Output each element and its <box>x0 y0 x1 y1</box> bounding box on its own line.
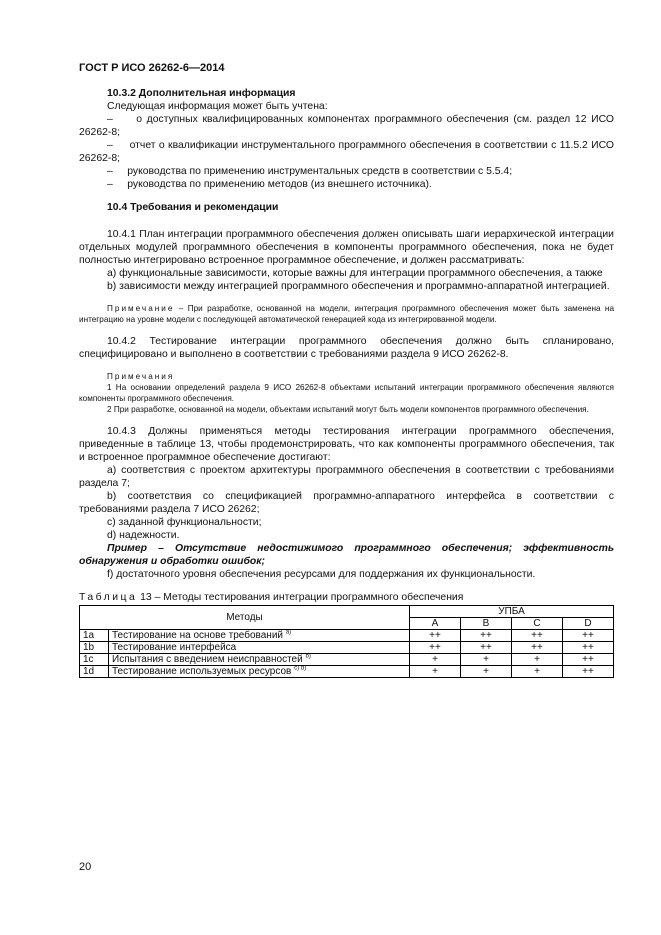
dash-marker: – <box>107 179 113 190</box>
cell-value: ++ <box>461 642 512 654</box>
note-10-4-1 <box>79 303 614 325</box>
dash-marker: – <box>107 166 113 177</box>
cell-value: ++ <box>563 654 614 666</box>
note-10-4-2-1: 1 На основании определений раздела 9 ИСО 26262-8 объектами испытаний интеграции программного обеспечения являются компоненты программного обеспечения. <box>79 383 614 403</box>
cell-value: ++ <box>512 630 563 642</box>
level-header: B <box>461 618 512 630</box>
cell-value: + <box>461 654 512 666</box>
table-row <box>80 630 614 642</box>
cell-value: + <box>410 666 461 678</box>
list-item-text: руководства по применению инструментальных средств в соответствии с 5.5.4; <box>127 166 513 177</box>
cell-value: ++ <box>512 642 563 654</box>
paragraph-10-4-1-b: b) зависимости между интеграцией программного обеспечения и программно-аппаратной интеграцией. <box>107 281 610 292</box>
footnote-ref: b) <box>305 653 311 660</box>
section-10-4-title: 10.4 Требования и рекомендации <box>107 202 279 213</box>
cell-value: + <box>512 666 563 678</box>
list-item-text: отчет о квалификации инструментального программного обеспечения в соответствии с 11.5.2 ИСО 26262-8; <box>79 140 614 164</box>
table-header-row <box>80 606 614 618</box>
paragraph-10-4-3: 10.4.3 Должны применяться методы тестирования интеграции программного обеспечения, приведенные в таблице 13, чтобы продемонстрировать, что как компоненты программного обеспечения, так и встроенное программное обеспечение достигают: <box>79 426 614 463</box>
cell-value: ++ <box>410 630 461 642</box>
row-id: 1b <box>80 642 109 654</box>
paragraph-10-4-3-d: d) надежности. <box>107 530 180 541</box>
table-row <box>80 654 614 666</box>
document-body <box>79 87 614 678</box>
row-id: 1d <box>80 666 109 678</box>
list-item <box>79 113 614 139</box>
dash-marker: – <box>107 114 113 125</box>
paragraph-10-4-3-c: c) заданной функциональности; <box>107 517 262 528</box>
row-method <box>109 666 410 678</box>
note-label: Примечание <box>107 304 175 313</box>
paragraph-10-4-1-a: a) функциональные зависимости, которые важны для интеграции программного обеспечения, а также <box>107 268 603 279</box>
list-item-text: о доступных квалифицированных компонентах программного обеспечения (см. раздел 12 ИСО 26262-8; <box>79 114 614 138</box>
footnote-ref: a) <box>285 629 292 636</box>
row-method <box>109 642 410 654</box>
method-text: Тестирование используемых ресурсов <box>112 666 292 677</box>
notes-label: Примечания <box>107 372 175 381</box>
document-header: ГОСТ Р ИСО 26262-6—2014 <box>79 62 225 74</box>
cell-value: ++ <box>563 666 614 678</box>
table-caption-label: Таблица <box>79 592 138 603</box>
list-item <box>79 139 614 165</box>
method-text: Испытания с введением неисправностей <box>112 654 303 665</box>
cell-value: ++ <box>563 630 614 642</box>
table-row <box>80 666 614 678</box>
list-item <box>79 178 614 191</box>
paragraph-10-4-3-b: b) соответствия со спецификацией программно-аппаратного интерфейса в соответствии с требованиями раздела 7 ИСО 26262; <box>79 491 614 515</box>
paragraph-10-4-2: 10.4.2 Тестирование интеграции программного обеспечения должно быть спланировано, специфицировано и выполнено в соответствии с требованиями раздела 9 ИСО 26262-8. <box>79 336 614 360</box>
note-text: – При разработке, основанной на модели, интеграция программного обеспечения может быть заменена на интеграцию на уровне модели с последующей автоматической генерацией кода из интегрированной модели. <box>79 304 614 324</box>
column-header-methods: Методы <box>80 606 410 630</box>
cell-value: + <box>461 666 512 678</box>
table-13 <box>79 605 614 678</box>
cell-value: + <box>410 654 461 666</box>
row-method <box>109 630 410 642</box>
paragraph-10-4-1: 10.4.1 План интеграции программного обеспечения должен описывать шаги иерархической интеграции отдельных модулей программного обеспечения в компоненты программного обеспечения, пока не будет полностью интегрировано встроенное программное обеспечение, и должен рассматривать: <box>79 229 614 266</box>
cell-value: ++ <box>461 630 512 642</box>
list-item <box>79 165 614 178</box>
level-header: D <box>563 618 614 630</box>
footnote-ref: c) d) <box>294 665 307 672</box>
column-header-upba: УПБА <box>410 606 614 618</box>
note-10-4-2-2: 2 При разработке, основанной на модели, объектами испытаний могут быть модели компонентов программного обеспечения. <box>107 405 589 414</box>
paragraph-10-4-3-a: a) соответствия с проектом архитектуры программного обеспечения в соответствии с требованиями раздела 7; <box>79 465 614 489</box>
list-item-text: руководства по применению методов (из внешнего источника). <box>127 179 432 190</box>
row-method <box>109 654 410 666</box>
level-header: A <box>410 618 461 630</box>
paragraph-10-4-3-f: f) достаточного уровня обеспечения ресурсами для поддержания их функциональности. <box>107 569 536 580</box>
method-text: Тестирование на основе требований <box>112 630 283 641</box>
row-id: 1a <box>80 630 109 642</box>
table-row <box>80 642 614 654</box>
section-10-3-2-title: 10.3.2 Дополнительная информация <box>107 88 296 99</box>
cell-value: ++ <box>563 642 614 654</box>
example-text: Пример – Отсутствие недостижимого программного обеспечения; эффективность обнаружения и обработки ошибок; <box>79 543 614 567</box>
page-number: 20 <box>79 861 92 873</box>
dash-marker: – <box>107 140 113 151</box>
method-text: Тестирование интерфейса <box>112 642 237 653</box>
row-id: 1c <box>80 654 109 666</box>
cell-value: + <box>512 654 563 666</box>
table-13-caption <box>79 591 614 604</box>
cell-value: ++ <box>410 642 461 654</box>
table-caption-text: 13 – Методы тестирования интеграции программного обеспечения <box>137 592 464 603</box>
level-header: C <box>512 618 563 630</box>
section-10-3-2-intro: Следующая информация может быть учтена: <box>107 101 328 112</box>
